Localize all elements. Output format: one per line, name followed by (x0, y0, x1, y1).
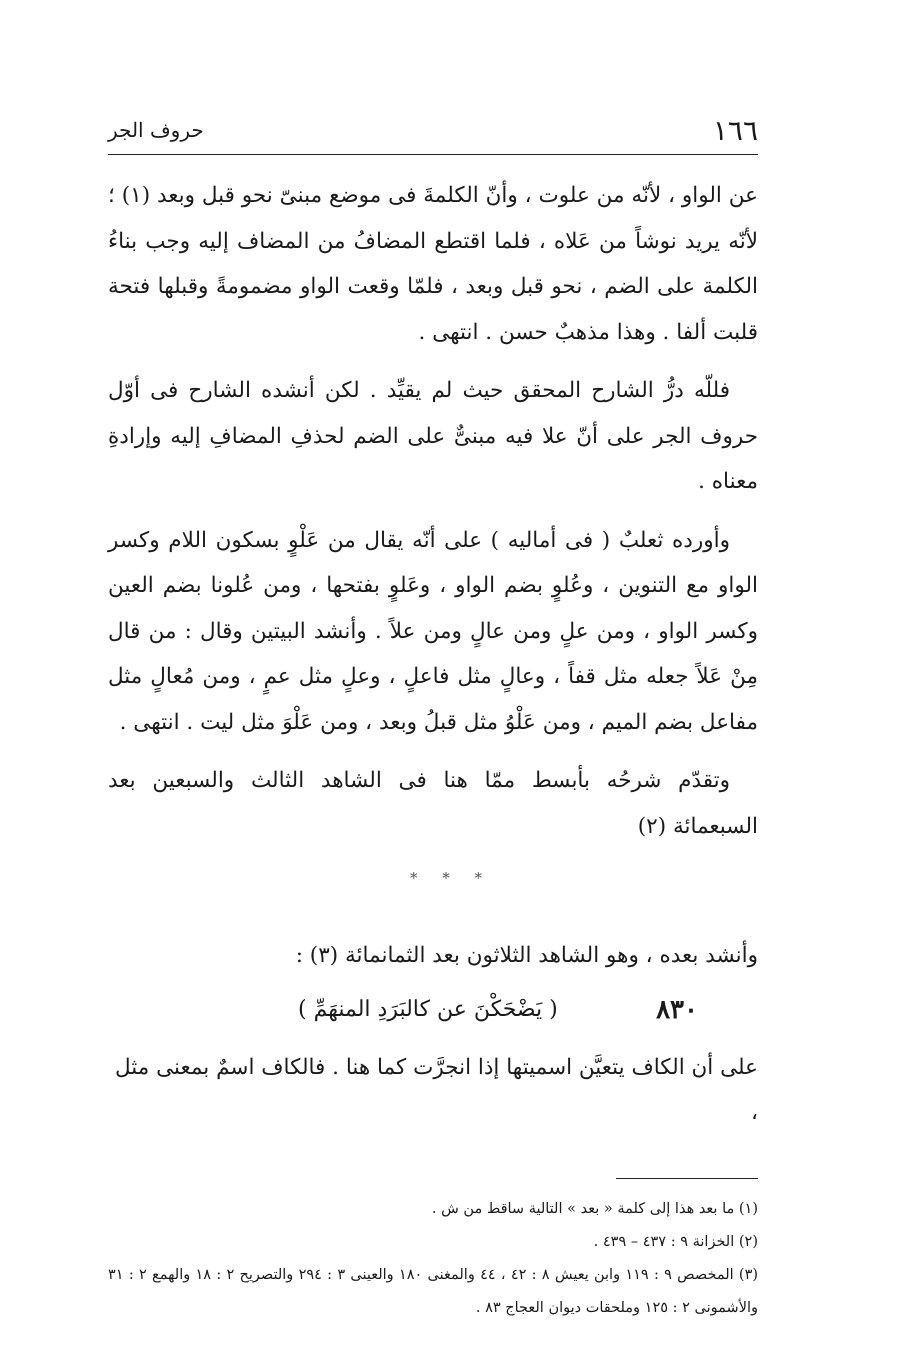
section-separator: * * * (409, 869, 493, 887)
page-number: ١٦٦ (712, 114, 758, 147)
body-text (108, 173, 758, 849)
footnote-rule (616, 1178, 758, 1179)
footnote: (٢) الخزانة ٩ : ٤٣٧ – ٤٣٩ . (593, 1233, 758, 1250)
footnote: (١) ما بعد هذا إلى كلمة « بعد » التالية ساقط من ش . (431, 1200, 758, 1217)
verse-line (108, 985, 758, 1043)
verse-intro: وأنشد بعده ، وهو الشاهد الثلاثون بعد الثمانمائة (٣) : (295, 943, 758, 968)
paragraph: فللّه درُّ الشارح المحقق حيث لم يقيِّد . لكن أنشده الشارح فى أوّل حروف الجر على أنّ علا فيه مبنىٌّ على الضم لحذفِ المضافِ إليه وإرادةِ معناه . (108, 378, 758, 494)
footnote: (٣) المخصص ٩ : ١١٩ وابن يعيش ٨ : ٤٢ ، ٤٤ والمغنى ١٨٠ والعينى ٣ : ٢٩٤ والتصريح ٢ : ١٨ والهمع ٢ : ٣١ والأشمونى ٢ : ١٢٥ وملحقات ديوان العجاج ٨٣ . (108, 1266, 759, 1316)
running-head: حروف الجر (108, 118, 204, 142)
paragraph: وأورده ثعلبٌ ( فى أماليه ) على أنّه يقال من عَلْوٍ بسكون اللام وكسر الواو مع التنوين ، وعُلوٍ بضم الواو ، وعَلوٍ بفتحها ، ومن عُلونا بضم العين وكسر الواو ، ومن علٍ ومن عالٍ ومن علاً . وأنشد البيتين وقال : من قال مِنْ عَلاً جعله مثل قفاً ، وعالٍ مثل فاعلٍ ، وعلٍ مثل عمٍ ، ومن مُعالٍ مثل مفاعل بضم الميم ، ومن عَلْوُ مثل قبلُ وبعد ، ومن عَلْوَ مثل ليت . انتهى . (108, 527, 758, 735)
footnotes (108, 1193, 758, 1325)
paragraph: عن الواو ، لأنّه من علوت ، وأنّ الكلمةَ فى موضع مبنىّ نحو قبل وبعد (١) ؛ لأنّه يريد نوشاً من عَلاه ، فلما اقتطع المضافُ من المضاف إليه وجب بناءُ الكلمة على الضم ، نحو قبل وبعد ، فلمّا وقعت الواو مضمومةً وقبلها فتحة قلبت ألفا . وهذا مذهبٌ حسن . انتهى . (108, 183, 758, 345)
verse-number: ٨٣٠ (656, 994, 698, 1025)
paragraph: وتقدّم شرحُه بأبسط ممّا هنا فى الشاهد الثالث والسبعين بعد السبعمائة (٢) (108, 768, 758, 839)
page-header (108, 108, 758, 155)
book-page (108, 108, 758, 1325)
paragraph: على أن الكاف يتعيَّن اسميتها إذا انجرَّت كما هنا . فالكاف اسمٌ بمعنى مثل ، (114, 1054, 758, 1125)
verse-text: ( يَضْحَكْنَ عن كالبَرَدِ المنهَمِّ ) (298, 996, 558, 1022)
